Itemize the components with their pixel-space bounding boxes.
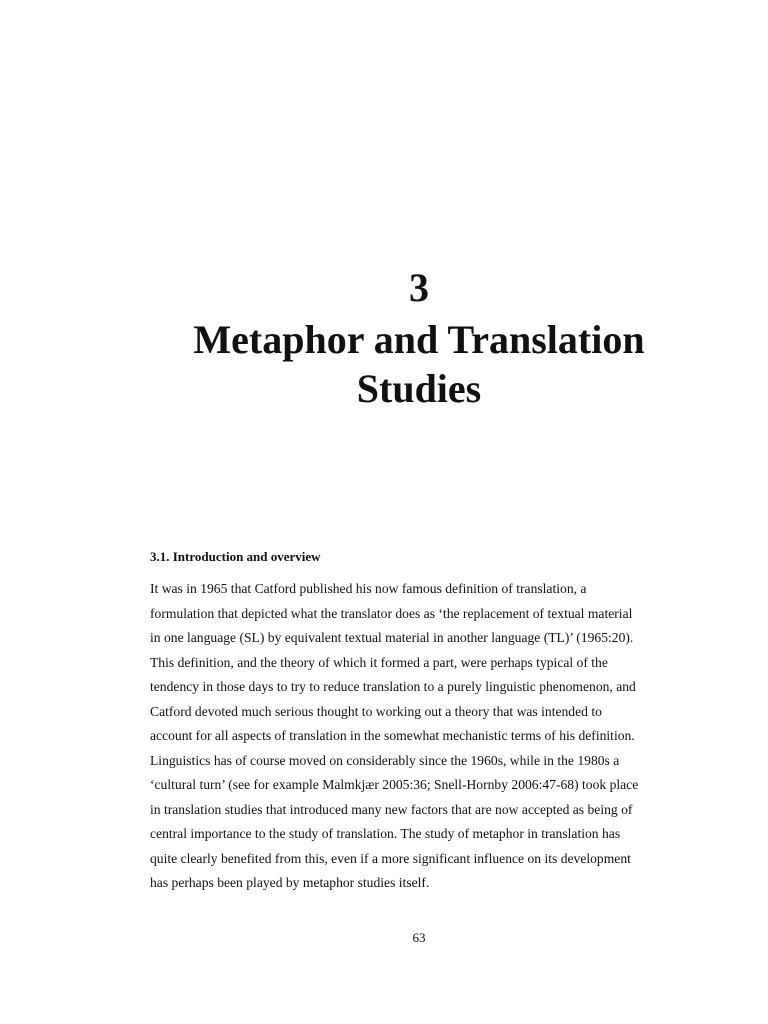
paragraph-line: Catford devoted much serious thought to working out a theory that was intended to xyxy=(150,703,602,719)
paragraph-line: account for all aspects of translation in the somewhat mechanistic terms of his definition. xyxy=(150,728,635,743)
paragraph-line: quite clearly benefited from this, even if a more significant influence on its development xyxy=(150,850,631,866)
paragraph-line: has perhaps been played by metaphor studies itself. xyxy=(150,875,430,890)
paragraph-line: in translation studies that introduced many new factors that are now accepted as being of xyxy=(150,801,633,817)
paragraph-line: formulation that depicted what the translator does as ‘the replacement of textual material xyxy=(150,605,633,621)
body-paragraph xyxy=(150,577,695,896)
paragraph-line: Linguistics has of course moved on considerably since the 1960s, while in the 1980s a xyxy=(150,752,620,768)
paragraph-line: ‘cultural turn’ (see for example Malmkjær 2005:36; Snell-Hornby 2006:47-68) took place xyxy=(150,777,639,792)
page-number: 63 xyxy=(412,930,426,945)
paragraph-line: This definition, and the theory of which it formed a part, were perhaps typical of the xyxy=(150,654,608,670)
paragraph-line: in one language (SL) by equivalent textual material in another language (TL)’ (1965:20). xyxy=(150,630,634,645)
chapter-title-line-2: Studies xyxy=(356,366,482,411)
chapter-number: 3 xyxy=(409,265,429,310)
paragraph-line: It was in 1965 that Catford published his now famous definition of translation, a xyxy=(150,581,587,596)
paragraph-line: central importance to the study of translation. The study of metaphor in translation has xyxy=(150,826,621,841)
section-heading: 3.1. Introduction and overview xyxy=(150,549,321,564)
paragraph-line: tendency in those days to try to reduce translation to a purely linguistic phenomenon, and xyxy=(150,679,636,694)
chapter-title xyxy=(150,315,688,413)
chapter-title-line-1: Metaphor and Translation xyxy=(193,317,645,362)
